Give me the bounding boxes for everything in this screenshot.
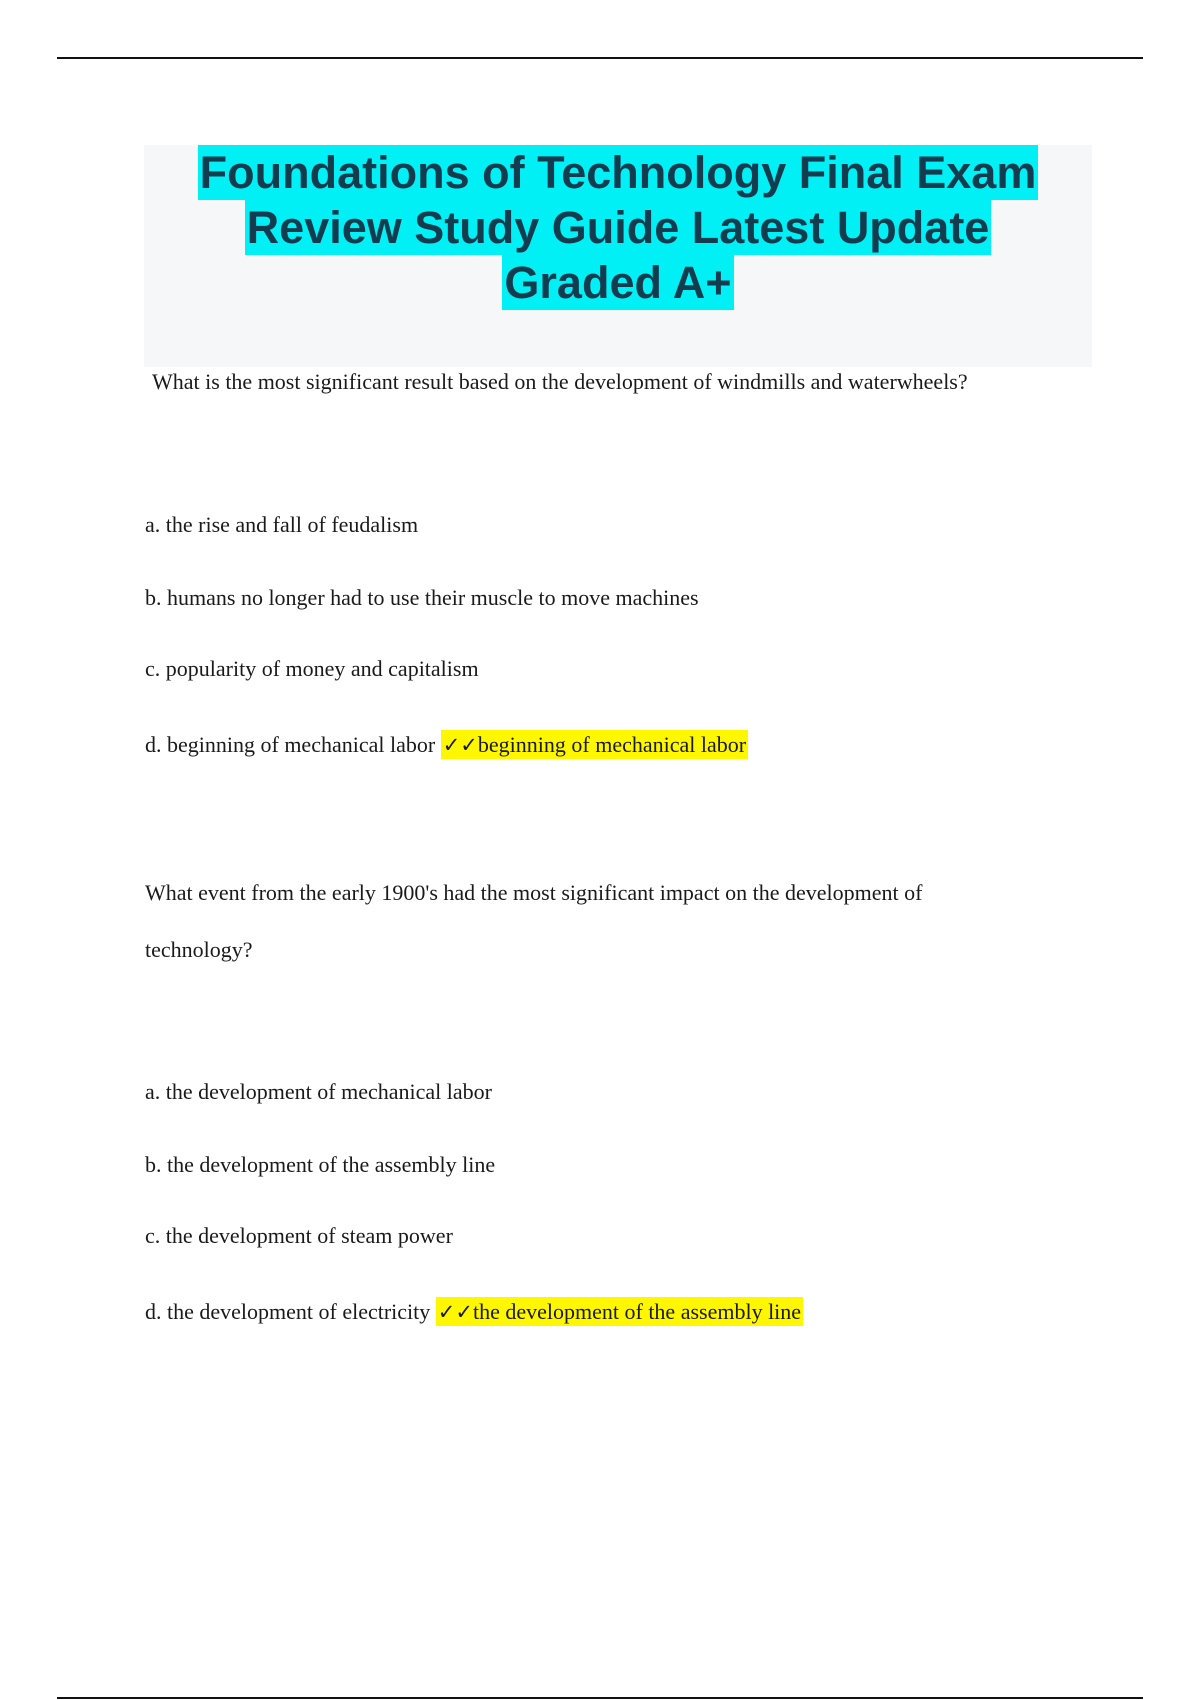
question-1-option-b: b. humans no longer had to use their muscle to move machines xyxy=(145,585,699,610)
question-2-prompt-line-1: What event from the early 1900's had the most significant impact on the development of xyxy=(145,880,923,905)
question-1-option-c: c. popularity of money and capitalism xyxy=(145,656,479,681)
title-line-1: Foundations of Technology Final Exam xyxy=(199,147,1037,198)
question-1-prompt: What is the most significant result based on the development of windmills and waterwheels? xyxy=(152,369,968,394)
question-2-option-a: a. the development of mechanical labor xyxy=(145,1079,492,1104)
question-2-prompt-line-2: technology? xyxy=(145,937,253,962)
question-1-option-a: a. the rise and fall of feudalism xyxy=(145,512,419,537)
question-2-option-b: b. the development of the assembly line xyxy=(145,1152,496,1177)
header-rule xyxy=(57,57,1143,59)
question-1-answer xyxy=(441,730,748,759)
title-panel xyxy=(144,145,1092,367)
question-1-answer-text: beginning of mechanical labor xyxy=(477,732,747,757)
footer-rule xyxy=(57,1697,1143,1699)
checkmark-icon: ✓✓ xyxy=(437,1300,473,1324)
question-1-option-d-text: d. beginning of mechanical labor xyxy=(145,732,436,757)
checkmark-icon: ✓✓ xyxy=(442,733,478,757)
title-line-2: Review Study Guide Latest Update xyxy=(246,202,990,253)
question-2-option-c: c. the development of steam power xyxy=(145,1223,453,1248)
title-line-3: Graded A+ xyxy=(504,257,732,308)
question-2-option-d xyxy=(145,1297,803,1327)
question-2-answer xyxy=(436,1297,803,1326)
question-1-option-d xyxy=(145,730,748,760)
question-2-answer-text: the development of the assembly line xyxy=(472,1299,802,1324)
document-title xyxy=(144,145,1092,310)
question-2-option-d-text: d. the development of electricity xyxy=(145,1299,431,1324)
